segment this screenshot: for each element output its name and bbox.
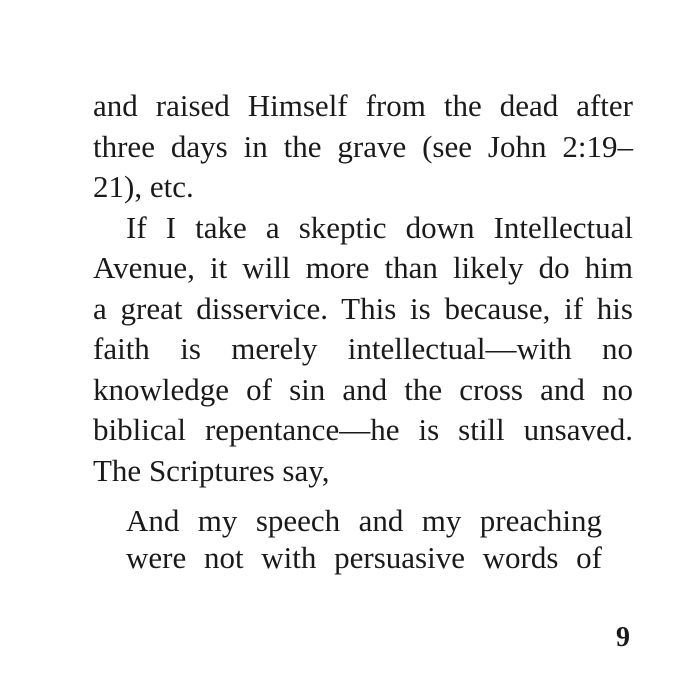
body-line: three days in the grave (see John 2:19– xyxy=(93,128,633,164)
body-line: The Scriptures say, xyxy=(93,452,330,488)
body-line: Avenue, it will more than likely do him xyxy=(93,250,633,285)
body-line: a great disservice. This is because, if his xyxy=(93,290,633,326)
body-line: and raised Himself from the dead after xyxy=(93,88,633,123)
body-line: biblical repentance—he is still unsaved. xyxy=(93,412,633,447)
page-number: 9 xyxy=(616,622,630,653)
body-line: knowledge of sin and the cross and no xyxy=(93,371,633,407)
body-line: 21), etc. xyxy=(93,169,194,204)
body-text xyxy=(93,86,633,491)
body-line: If I take a skeptic down Intellectual xyxy=(126,209,633,245)
quote-line: And my speech and my preaching xyxy=(126,503,602,538)
block-quote xyxy=(126,502,602,576)
body-line: faith is merely intellectual—with no xyxy=(93,331,633,366)
quote-line: were not with persuasive words of xyxy=(126,540,602,575)
